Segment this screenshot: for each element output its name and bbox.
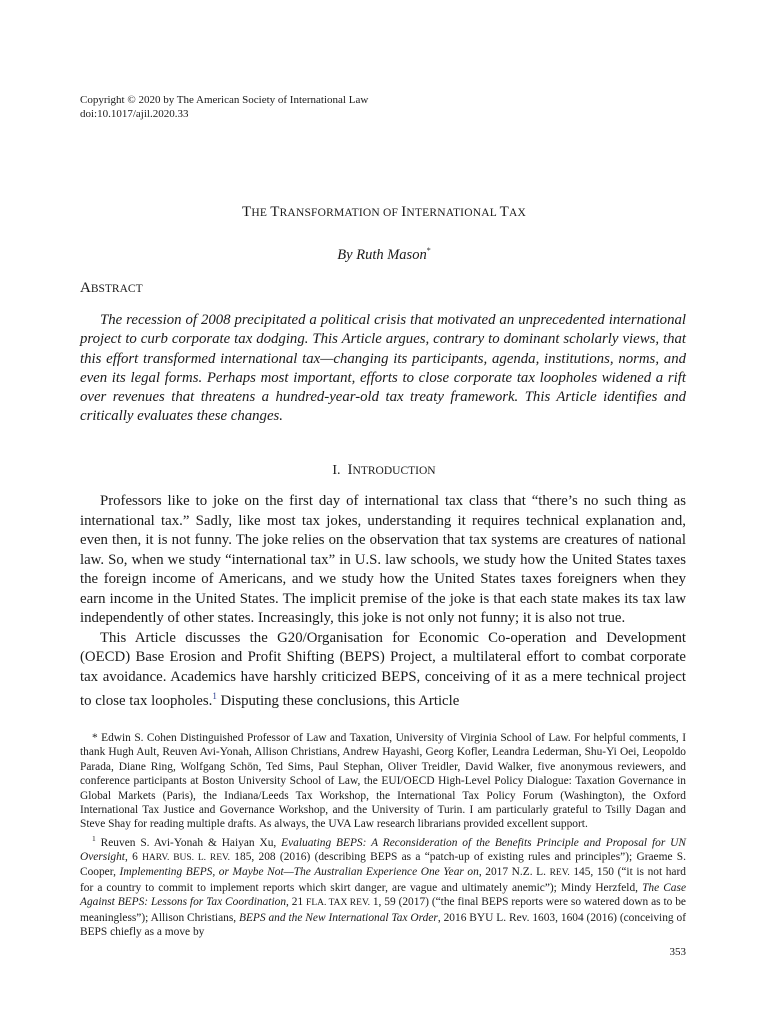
section-heading-introduction <box>0 462 768 479</box>
footnote-text: 145, 150 (“it is not hard for a country to commit to implement reports which skirt danger, are vague and ultimately anemic”); Mindy Herzfeld, <box>80 866 686 894</box>
footnote-italic: The Case Against BEPS: Lessons for Tax Coordination <box>80 881 686 909</box>
footnote-number: 1 <box>92 833 96 843</box>
footnote-star: * Edwin S. Cohen Distinguished Professor of Law and Taxation, University of Virginia School of Law. For helpful comments, I thank Hugh Ault, Reuven Avi-Yonah, Allison Christians, Andrew Hayashi, Georg Kofler, Leandra Lederman, Shu-Yi Oei, Leopoldo Parada, Diane Ring, Wolfgang Schön, Ted Sims, Paul Stephan, Oliver Treidler, David Walker, five anonymous reviewers, and conference participants at Boston University School of Law, the EUI/OECD High-Level Policy Dialogue: Taxation Governance in Global Markets (Paris), the Indiana/Leeds Tax Workshop, the International Tax Policy Forum (Washington), the Oxford International Tax Justice and Governance Workshop, and the University of Turin. I am particularly grateful to Tsilly Dagan and Steve Shay for reading multiple drafts. As always, the UVA Law research librarians provided excellent support. <box>80 732 686 831</box>
footnotes <box>80 731 686 939</box>
title-part: T <box>499 204 509 220</box>
footnote-smallcaps: HARV. BUS. L. REV. <box>142 853 231 864</box>
section-number: I. <box>332 463 341 478</box>
copyright-line: Copyright © 2020 by The American Society of International Law <box>80 94 369 106</box>
article-author <box>0 246 768 264</box>
heading-part: NTRODUCTION <box>352 465 436 477</box>
doi-line: doi:10.1017/ajil.2020.33 <box>80 108 189 120</box>
copyright-notice <box>80 93 368 121</box>
title-part: NTERNATIONAL <box>406 207 500 219</box>
footnote-text: 185, 208 (2016) (describing BEPS as a “patch-up of existing rules and principles”); Graeme S. Cooper, <box>80 851 686 879</box>
footnote-text: , 21 <box>286 896 307 909</box>
footnote-italic: Implementing BEPS, or Maybe Not—The Australian Experience One Year on <box>119 866 479 879</box>
footnote-text: 1, 59 (2017) (“the final BEPS reports were so watered down as to be meaningless”); Allison Christians, <box>80 896 686 924</box>
footnote-italic: Evaluating BEPS: A Reconsideration of the Benefits Principle and Proposal for UN Oversight <box>80 836 686 864</box>
body-text <box>80 492 686 711</box>
footnote-text: , 2016 BYU L. Rev. 1603, 1604 (2016) (conceiving of BEPS chiefly as a move by <box>80 911 686 939</box>
title-part: AX <box>508 207 526 219</box>
paragraph-text: Disputing these conclusions, this Article <box>216 692 460 709</box>
page-number: 353 <box>669 946 686 958</box>
title-part: T <box>242 204 252 220</box>
footnote-ref-1[interactable]: 1 <box>212 691 217 701</box>
title-part: T <box>270 204 280 220</box>
title-part: RANSFORMATION OF <box>279 207 402 219</box>
footnote-text: , 2017 N.Z. L. <box>478 866 550 879</box>
author-footnote-mark[interactable]: * <box>426 246 431 255</box>
footnote-smallcaps: REV. <box>549 868 570 879</box>
title-part: HE <box>251 207 271 219</box>
heading-part: I <box>347 462 353 478</box>
title-part: I <box>401 204 407 220</box>
paragraph-text: This Article discusses the G20/Organisation for Economic Co-operation and Development (OECD) Base Erosion and Profit Shifting (BEPS) Project, a multilateral effort to combat corporate tax avoidance. Academics have harshly criticized BEPS, conceiving of it as a mere technical project to close tax loopholes. <box>80 629 686 709</box>
author-name: By Ruth Mason <box>337 246 427 263</box>
heading-part: A <box>80 280 91 296</box>
paragraph: Professors like to joke on the first day of international tax class that “there’s no such thing as international tax.” Sadly, like most tax jokes, understanding it requires technical explanation and, even then, it is not funny. The joke relies on the observation that tax systems are creatures of national law. So, when we study “international tax” in U.S. law schools, we study how the United States taxes the foreign income of Americans, and we study how the United States taxes foreigners when they earn income in the United States. The implicit premise of the joke is that each state makes its tax law independently of other states. Increasingly, this joke is not only not funny; it is also not true. <box>80 493 686 626</box>
heading-part: BSTRACT <box>90 283 143 295</box>
footnote-smallcaps: FLA. TAX REV. <box>306 898 370 909</box>
article-title <box>0 204 768 221</box>
abstract-text: The recession of 2008 precipitated a political crisis that motivated an unprecedented international project to curb corporate tax dodging. This Article argues, contrary to dominant scholarly views, that this effort transformed international tax—changing its participants, agenda, institutions, norms, and even its legal forms. Perhaps most important, efforts to close corporate tax loopholes widened a rift over revenues that threatens a hundred-year-old tax treaty framework. This Article identifies and critically evaluates these changes. <box>80 312 686 425</box>
abstract-heading <box>80 280 143 297</box>
paragraph <box>80 629 686 712</box>
footnote-text: , 6 <box>124 851 143 864</box>
footnote-text: Reuven S. Avi-Yonah & Haiyan Xu, <box>95 836 282 849</box>
footnote-italic: BEPS and the New International Tax Order <box>239 911 438 924</box>
footnote-1 <box>80 832 686 940</box>
